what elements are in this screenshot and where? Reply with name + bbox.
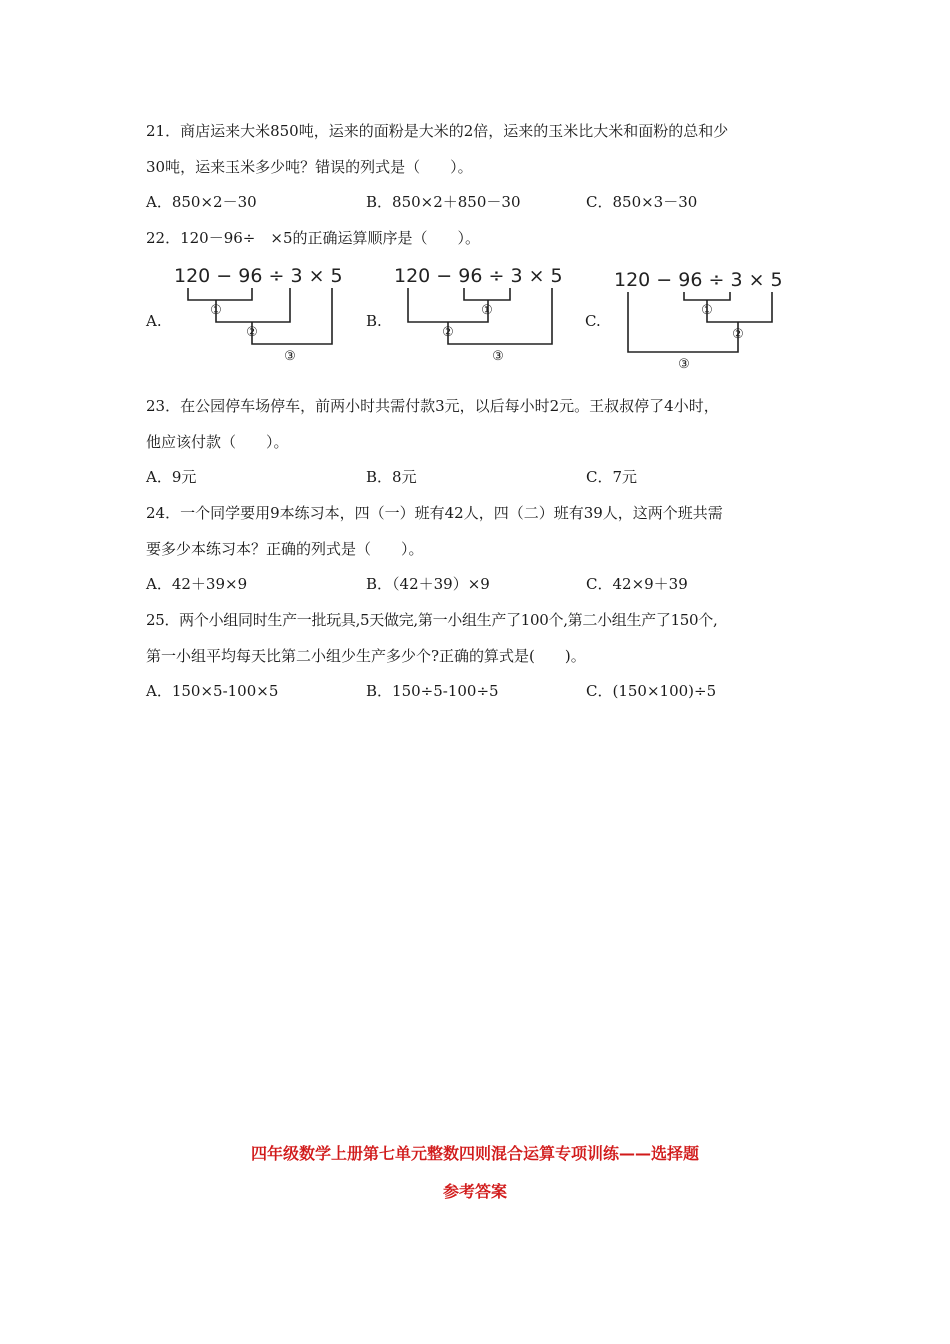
q21-line-1: 21．商店运来大米850吨，运来的面粉是大米的2倍，运来的玉米比大米和面粉的总和少 (146, 122, 729, 140)
q21-option-b[interactable]: B．850×2＋850－30 (366, 193, 521, 211)
q21-line-2: 30吨，运来玉米多少吨？错误的列式是（ ）。 (146, 158, 473, 176)
q22-a-step-3: ③ (284, 349, 296, 364)
q24-options (146, 573, 906, 593)
q23-line-1: 23．在公园停车场停车，前两小时共需付款3元，以后每小时2元。王叔叔停了4小时， (146, 397, 719, 415)
q22-b-step-1: ① (481, 303, 493, 318)
q24-line-1: 24．一个同学要用9本练习本，四（一）班有42人，四（二）班有39人，这两个班共需 (146, 504, 723, 522)
q22-option-b[interactable]: B. (366, 312, 382, 330)
q22-option-c[interactable]: C. (585, 312, 601, 330)
q22-diagram-c-expr: 120 − 96 ÷ 3 × 5 (614, 269, 783, 291)
q22-diagram-b-expr: 120 − 96 ÷ 3 × 5 (394, 265, 563, 287)
q23-option-a[interactable]: A．9元 (146, 468, 197, 486)
q23-line-2: 他应该付款（ ）。 (146, 433, 289, 451)
q21-option-a[interactable]: A．850×2－30 (146, 193, 257, 211)
q21-options (146, 191, 906, 211)
q24-option-a[interactable]: A．42＋39×9 (146, 575, 248, 593)
q25-line-1: 25．两个小组同时生产一批玩具,5天做完,第一小组生产了100个,第二小组生产了150个, (146, 611, 718, 629)
q22-c-step-1: ① (701, 303, 713, 318)
q22-a-step-2: ② (246, 325, 258, 340)
q25-option-b[interactable]: B．150÷5-100÷5 (366, 682, 499, 700)
q22-diagram-a-expr: 120 − 96 ÷ 3 × 5 (174, 265, 343, 287)
q22-diagram-b (392, 262, 572, 374)
q23-option-c[interactable]: C．7元 (586, 468, 638, 486)
q22-c-step-2: ② (732, 327, 744, 342)
q22-a-step-1: ① (210, 303, 222, 318)
q25-line-2: 第一小组平均每天比第二小组少生产多少个?正确的算式是( )。 (146, 647, 586, 665)
q22-option-a[interactable]: A. (146, 312, 162, 330)
q22-diagram-a (172, 262, 352, 374)
q22-b-step-2: ② (442, 325, 454, 340)
q25-options (146, 680, 906, 700)
answer-section-subtitle: 参考答案 (442, 1182, 507, 1201)
q21-option-c[interactable]: C．850×3－30 (586, 193, 698, 211)
q24-option-b[interactable]: B．（42＋39）×9 (366, 575, 490, 593)
q22-c-step-3: ③ (678, 357, 690, 372)
q22-line-1: 22．120－96÷ ×5的正确运算顺序是（ ）。 (146, 229, 480, 247)
q22-diagram-c (612, 266, 792, 378)
q25-option-c[interactable]: C．(150×100)÷5 (586, 682, 717, 700)
q25-option-a[interactable]: A．150×5-100×5 (146, 682, 279, 700)
q23-option-b[interactable]: B．8元 (366, 468, 417, 486)
q24-line-2: 要多少本练习本？正确的列式是（ ）。 (146, 540, 424, 558)
q23-options (146, 466, 906, 486)
answer-section-title: 四年级数学上册第七单元整数四则混合运算专项训练——选择题 (250, 1144, 699, 1163)
q24-option-c[interactable]: C．42×9＋39 (586, 575, 688, 593)
q22-b-step-3: ③ (492, 349, 504, 364)
